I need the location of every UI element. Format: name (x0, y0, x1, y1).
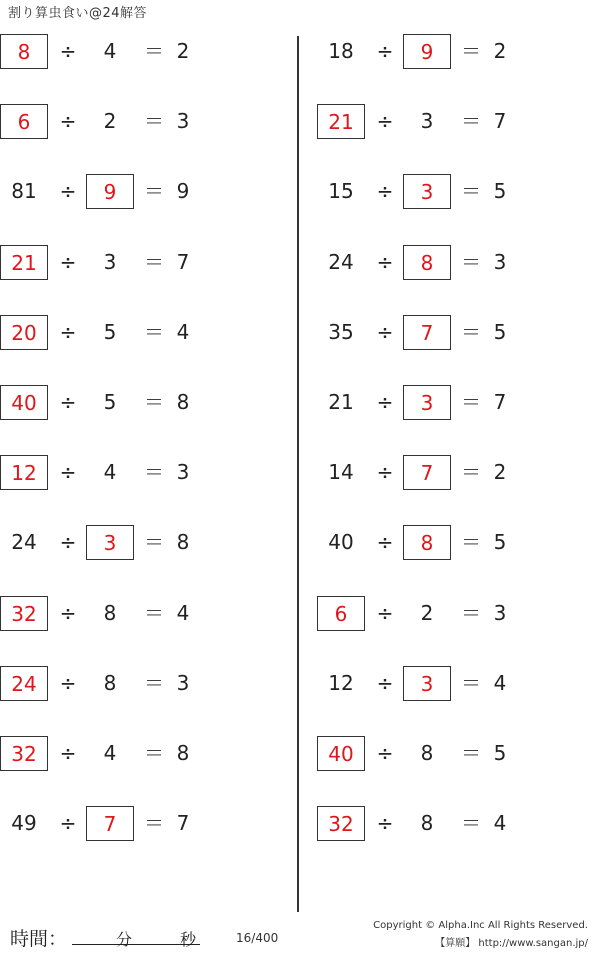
equals-sign: ＝ (461, 389, 481, 414)
quotient: 5 (493, 179, 507, 204)
answer-box: 9 (86, 174, 134, 209)
quotient: 4 (493, 670, 507, 695)
divisor: 3 (103, 249, 117, 274)
divide-sign: ÷ (376, 600, 394, 625)
dividend: 14 (328, 460, 354, 485)
answer-box: 7 (86, 806, 134, 841)
divide-sign: ÷ (59, 39, 77, 63)
answer-box: 32 (0, 736, 48, 771)
answer-box: 7 (403, 315, 451, 350)
divisor: 5 (103, 319, 117, 344)
equals-sign: ＝ (144, 319, 164, 344)
answer-box: 7 (403, 455, 451, 490)
quotient: 9 (176, 179, 190, 204)
equals-sign: ＝ (461, 460, 481, 485)
quotient: 4 (176, 319, 190, 344)
equals-sign: ＝ (144, 530, 164, 555)
problem-row (0, 385, 280, 455)
divisor: 4 (103, 39, 117, 63)
equals-sign: ＝ (461, 249, 481, 274)
answer-box: 3 (403, 174, 451, 209)
equals-sign: ＝ (144, 811, 164, 836)
dividend: 24 (328, 249, 354, 274)
quotient: 5 (493, 740, 507, 765)
divide-sign: ÷ (376, 389, 394, 414)
dividend: 81 (11, 179, 37, 204)
problem-row (317, 666, 597, 736)
problem-row (0, 525, 280, 595)
divisor: 4 (103, 460, 117, 485)
divisor: 5 (103, 389, 117, 414)
divide-sign: ÷ (59, 460, 77, 485)
problem-row (0, 245, 280, 315)
divisor: 2 (103, 109, 117, 134)
divide-sign: ÷ (59, 670, 77, 695)
quotient: 3 (176, 460, 190, 485)
problem-row (0, 596, 280, 666)
answer-box: 8 (403, 245, 451, 280)
problem-row (0, 104, 280, 174)
problem-row (317, 525, 597, 595)
problem-row (0, 736, 280, 806)
problem-column-left (0, 34, 280, 876)
divide-sign: ÷ (59, 600, 77, 625)
dividend: 24 (11, 530, 37, 555)
quotient: 3 (176, 670, 190, 695)
answer-box: 40 (0, 385, 48, 420)
equals-sign: ＝ (461, 319, 481, 344)
equals-sign: ＝ (461, 39, 481, 63)
equals-sign: ＝ (461, 109, 481, 134)
divisor: 8 (103, 600, 117, 625)
equals-sign: ＝ (144, 249, 164, 274)
worksheet-title: 割り算虫食い@24解答 (8, 6, 148, 21)
quotient: 5 (493, 530, 507, 555)
page-number: 16/400 (236, 931, 279, 945)
dividend: 49 (11, 811, 37, 836)
problem-row (317, 806, 597, 876)
answer-box: 20 (0, 315, 48, 350)
equals-sign: ＝ (461, 811, 481, 836)
site-url: 【算願】 http://www.sangan.jp/ (435, 938, 588, 949)
minutes-label: 分 (116, 930, 133, 949)
problem-row (0, 174, 280, 244)
quotient: 2 (176, 39, 190, 63)
answer-box: 3 (403, 666, 451, 701)
equals-sign: ＝ (461, 179, 481, 204)
answer-box: 21 (0, 245, 48, 280)
quotient: 7 (176, 811, 190, 836)
divide-sign: ÷ (59, 530, 77, 555)
quotient: 7 (493, 389, 507, 414)
divide-sign: ÷ (59, 811, 77, 836)
problem-row (317, 104, 597, 174)
problem-row (317, 596, 597, 666)
problem-row (317, 736, 597, 806)
divisor: 2 (420, 600, 434, 625)
quotient: 7 (493, 109, 507, 134)
divide-sign: ÷ (376, 39, 394, 63)
quotient: 2 (493, 460, 507, 485)
divide-sign: ÷ (59, 249, 77, 274)
copyright-text: Copyright © Alpha.Inc All Rights Reserved. (373, 920, 588, 931)
divide-sign: ÷ (59, 179, 77, 204)
equals-sign: ＝ (144, 600, 164, 625)
answer-box: 3 (403, 385, 451, 420)
quotient: 2 (493, 39, 507, 63)
divide-sign: ÷ (376, 109, 394, 134)
answer-box: 32 (317, 806, 365, 841)
time-label: 時間： (10, 928, 68, 950)
problem-row (0, 315, 280, 385)
divide-sign: ÷ (376, 811, 394, 836)
answer-box: 24 (0, 666, 48, 701)
divide-sign: ÷ (59, 389, 77, 414)
dividend: 40 (328, 530, 354, 555)
equals-sign: ＝ (461, 530, 481, 555)
problem-row (317, 455, 597, 525)
answer-box: 6 (317, 596, 365, 631)
equals-sign: ＝ (461, 670, 481, 695)
equals-sign: ＝ (461, 740, 481, 765)
answer-box: 21 (317, 104, 365, 139)
divide-sign: ÷ (376, 249, 394, 274)
quotient: 5 (493, 319, 507, 344)
quotient: 3 (493, 249, 507, 274)
divide-sign: ÷ (376, 530, 394, 555)
problem-row (0, 806, 280, 876)
equals-sign: ＝ (144, 670, 164, 695)
problem-row (0, 455, 280, 525)
equals-sign: ＝ (144, 39, 164, 63)
equals-sign: ＝ (144, 179, 164, 204)
problem-row (317, 245, 597, 315)
dividend: 12 (328, 670, 354, 695)
quotient: 4 (493, 811, 507, 836)
problem-row (0, 666, 280, 736)
problem-row (317, 174, 597, 244)
equals-sign: ＝ (144, 460, 164, 485)
divisor: 4 (103, 740, 117, 765)
problem-row (317, 385, 597, 455)
answer-box: 9 (403, 34, 451, 69)
divide-sign: ÷ (376, 179, 394, 204)
answer-box: 8 (403, 525, 451, 560)
quotient: 4 (176, 600, 190, 625)
quotient: 8 (176, 389, 190, 414)
quotient: 8 (176, 530, 190, 555)
divide-sign: ÷ (59, 740, 77, 765)
divisor: 8 (420, 740, 434, 765)
problem-row (317, 315, 597, 385)
divide-sign: ÷ (59, 109, 77, 134)
divisor: 8 (103, 670, 117, 695)
equals-sign: ＝ (144, 109, 164, 134)
answer-box: 6 (0, 104, 48, 139)
dividend: 35 (328, 319, 354, 344)
divisor: 8 (420, 811, 434, 836)
quotient: 7 (176, 249, 190, 274)
dividend: 21 (328, 389, 354, 414)
column-divider (297, 36, 299, 912)
equals-sign: ＝ (144, 389, 164, 414)
answer-box: 8 (0, 34, 48, 69)
answer-box: 12 (0, 455, 48, 490)
divide-sign: ÷ (59, 319, 77, 344)
dividend: 18 (328, 39, 354, 63)
equals-sign: ＝ (461, 600, 481, 625)
seconds-label: 秒 (180, 930, 197, 949)
divide-sign: ÷ (376, 740, 394, 765)
problem-row (0, 34, 280, 104)
quotient: 3 (176, 109, 190, 134)
problem-column-right (317, 34, 597, 876)
equals-sign: ＝ (144, 740, 164, 765)
quotient: 8 (176, 740, 190, 765)
divide-sign: ÷ (376, 319, 394, 344)
divide-sign: ÷ (376, 460, 394, 485)
problem-row (317, 34, 597, 104)
answer-box: 40 (317, 736, 365, 771)
answer-box: 32 (0, 596, 48, 631)
answer-box: 3 (86, 525, 134, 560)
dividend: 15 (328, 179, 354, 204)
divisor: 3 (420, 109, 434, 134)
divide-sign: ÷ (376, 670, 394, 695)
quotient: 3 (493, 600, 507, 625)
